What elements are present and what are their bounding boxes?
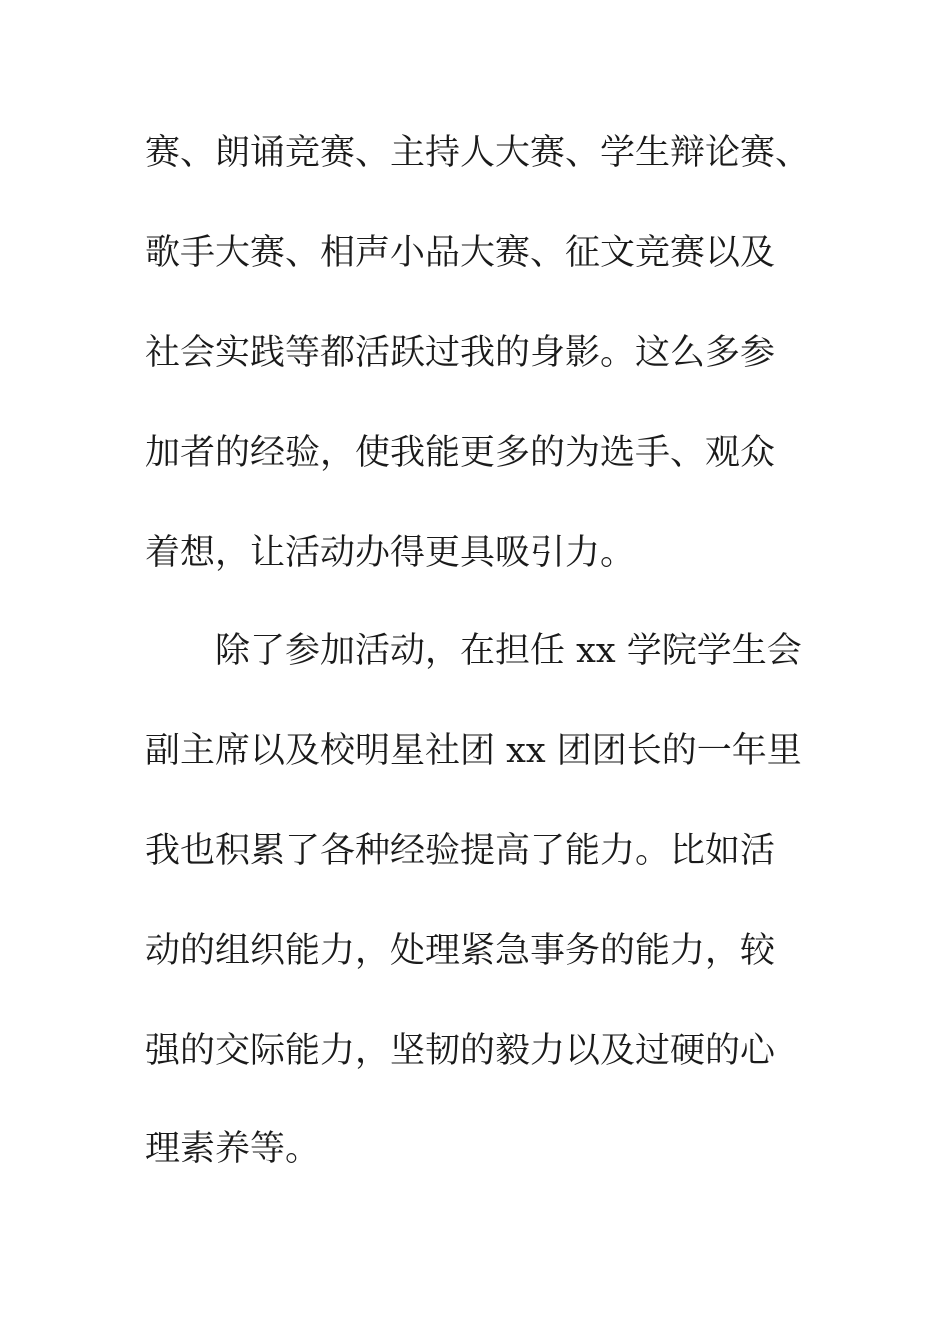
- paragraph-start-line: 除了参加活动，在担任 xx 学院学生会: [215, 631, 802, 671]
- text-line: 赛、朗诵竞赛、主持人大赛、学生辩论赛、: [145, 133, 811, 173]
- text-line: 社会实践等都活跃过我的身影。这么多参: [145, 333, 776, 373]
- text-line: 歌手大赛、相声小品大赛、征文竞赛以及: [145, 233, 776, 273]
- text-line: 加者的经验，使我能更多的为选手、观众: [145, 433, 776, 473]
- text-line: 理素养等。: [145, 1129, 321, 1169]
- text-line: 副主席以及校明星社团 xx 团团长的一年里: [145, 731, 802, 771]
- text-line: 我也积累了各种经验提高了能力。比如活: [145, 831, 776, 871]
- text-line: 着想，让活动办得更具吸引力。: [145, 533, 636, 573]
- text-line: 动的组织能力，处理紧急事务的能力，较: [145, 931, 776, 971]
- text-line: 强的交际能力，坚韧的毅力以及过硬的心: [145, 1031, 776, 1071]
